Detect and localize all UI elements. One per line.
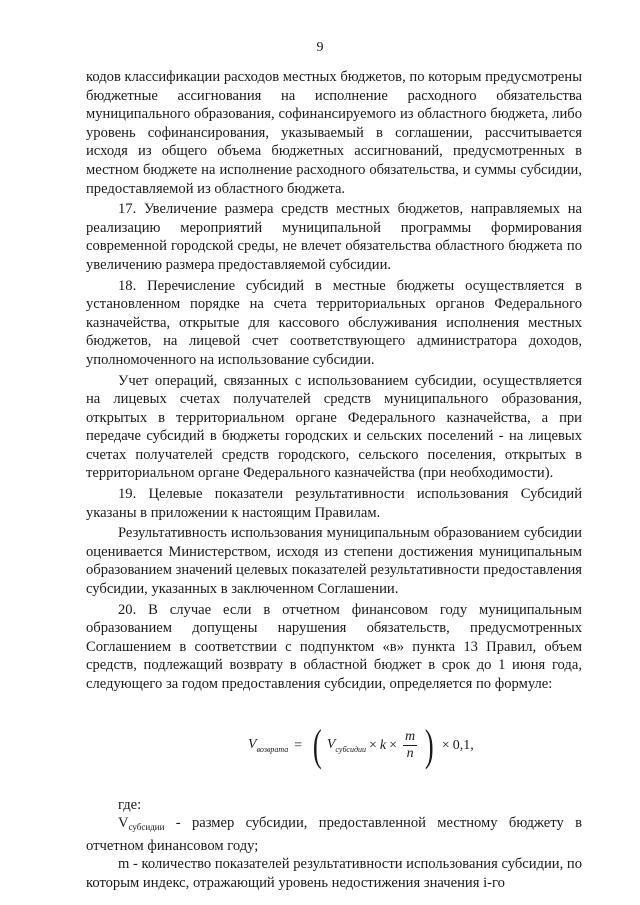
refund-formula	[86, 720, 582, 772]
paragraph-19: 19. Целевые показатели результативности использования Субсидий указаны в приложении к настоящим Правилам.	[86, 486, 582, 521]
formula-equals: =	[294, 737, 303, 753]
formula-expression	[248, 720, 474, 772]
formula-k: k	[379, 737, 387, 753]
formula-open-paren: (	[313, 720, 322, 770]
legend-m: m - количество показателей результативности использования субсидии, по которым индекс, отражающий уровень недостижения значения i-го	[86, 856, 583, 891]
formula-close-paren: )	[425, 720, 434, 770]
formula-coefficient: 0,1,	[452, 737, 474, 753]
legend-v-subsidy: $V_{субсидии}$ - размер субсидии, предоставленной местному бюджету в отчетном финансовом году;	[86, 815, 582, 854]
formula-numerator: m	[405, 729, 416, 745]
document-body	[86, 68, 582, 893]
formula-times-3: ×	[441, 737, 450, 753]
page-number: 9	[316, 40, 324, 55]
paragraph-continuation: кодов классификации расходов местных бюджетов, по которым предусмотрены бюджетные ассигнования на исполнение расходного обязательства муниципального образования, софинансируемого из областного бюджета, либо уровень софинансирования, указываемый в соглашении, рассчитывается исходя из общего объема бюджетных ассигнований, предусмотренных в местном бюджете на исполнение расходного обязательства, и суммы субсидии, предоставляемой из областного бюджета.	[86, 69, 582, 197]
paragraph-20: 20. В случае если в отчетном финансовом году муниципальным образованием допущены нарушения обязательств, предусмотренных Соглашением в соответствии с подпунктом «в» пункта 13 Правил, объем средств, подлежащий возврату в областной бюджет в срок до 1 июня года, следующего за годом предоставления субсидии, определяется по формуле:	[86, 601, 582, 692]
formula-denominator: n	[406, 746, 414, 762]
formula-fraction	[403, 729, 417, 762]
formula-times-1: ×	[368, 737, 377, 753]
paragraph-18-accounting: Учет операций, связанных с использованием субсидии, осуществляется на лицевых счетах получателей средств муниципального образования, открытых в территориальном органе Федерального казначейства, а при передаче субсидий в бюджеты городских и сельских поселений - на лицевых счетах получателей средств городского, сельского поселения, открытых в территориальном органе Федерального казначейства (при необходимости).	[86, 372, 582, 482]
formula-v-subsidy: $V_{субсидии}$	[326, 737, 366, 755]
paragraph-18: 18. Перечисление субсидий в местные бюджеты осуществляется в установленном порядке на счета территориальных органов Федерального казначейства, открытые для кассового обслуживания исполнения местных бюджетов, на лицевой счет соответствующего администратора доходов, уполномоченного на использование субсидии.	[86, 277, 582, 368]
paragraph-19-effectiveness: Результативность использования муниципальным образованием субсидии оценивается Министерством, исходя из степени достижения муниципальным образованием значений целевых показателей результативности предоставления субсидии, указанных в заключенном Соглашении.	[86, 525, 582, 598]
legend-where: где:	[118, 796, 142, 813]
paragraph-17: 17. Увеличение размера средств местных бюджетов, направляемых на реализацию мероприятий муниципальной программы формирования современной городской среды, не влечет обязательства областного бюджета по увеличению размера предоставляемой субсидии.	[86, 201, 582, 273]
formula-v-refund: $V_{возврата}$	[248, 737, 289, 755]
formula-times-2: ×	[389, 737, 398, 753]
